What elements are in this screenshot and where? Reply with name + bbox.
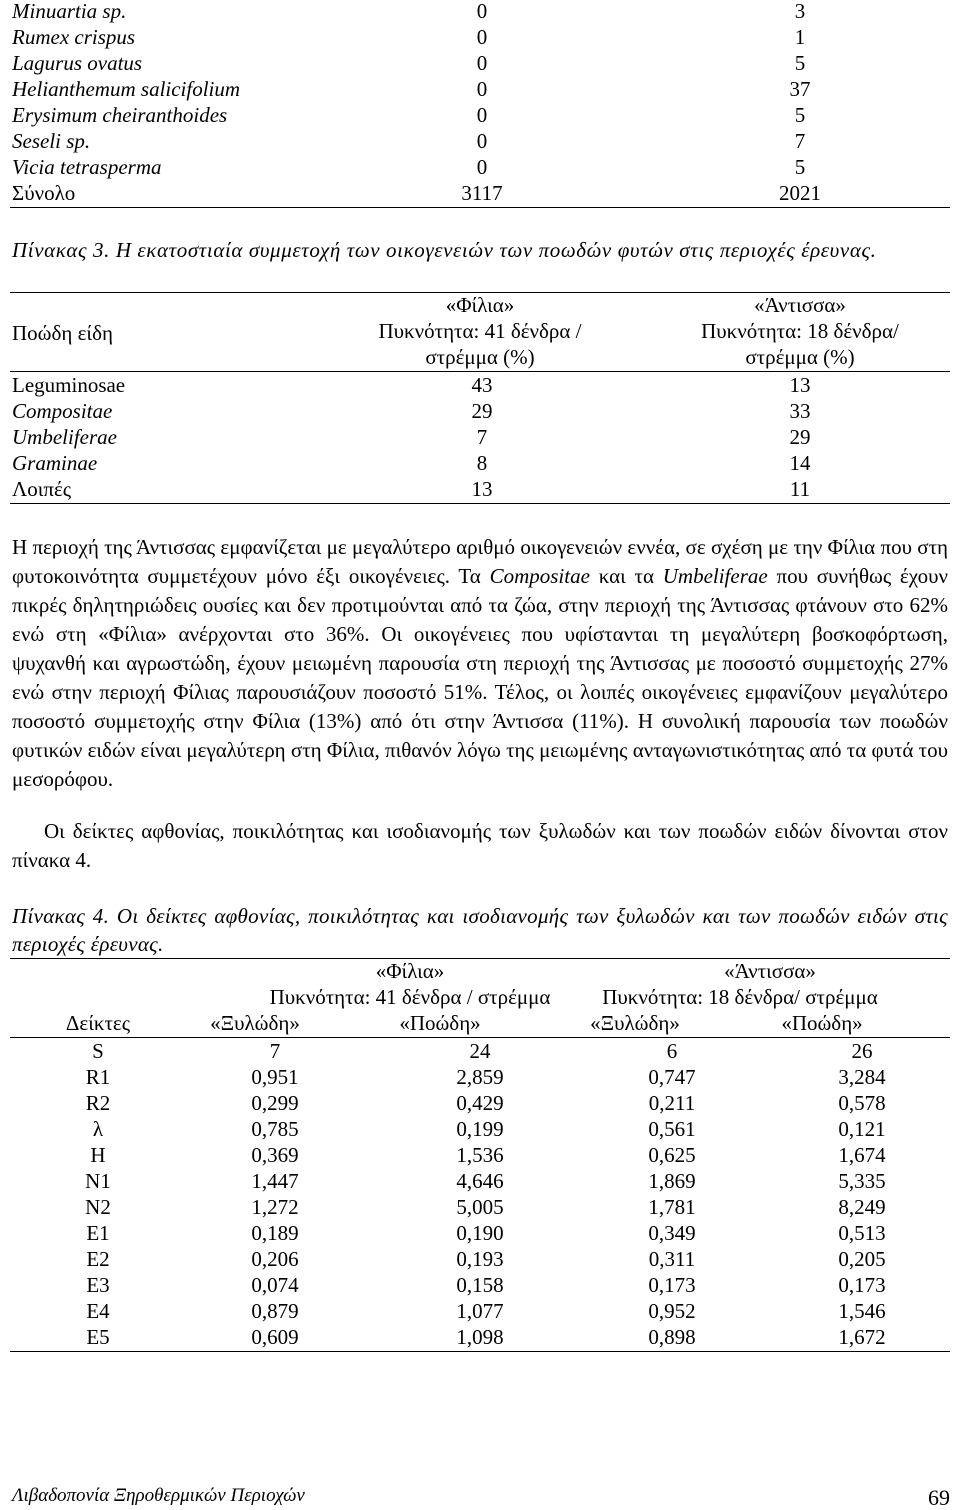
paragraph-text: Η περιοχή της Άντισσας εμφανίζεται με μεγαλύτερο αριθμό οικογενειών εννέα, σε σχέση με την Φίλια που στη φυτοκοινότητα συμμετέχουν μόνο έξι οικογένειες. Τα xyxy=(12,535,948,588)
species-name: Rumex crispus xyxy=(12,25,136,49)
index-name: λ xyxy=(92,1117,104,1141)
value-woody-antissa: 0,747 xyxy=(648,1065,696,1089)
family-name: Umbeliferae xyxy=(12,425,117,449)
table4-caption: Πίνακας 4. Οι δείκτες αφθονίας, ποικιλότητας και ισοδιανομής των ξυλωδών και των ποωδών ειδών στις περιοχές έρευνας. xyxy=(12,904,948,956)
value-herb-antissa: 0,578 xyxy=(838,1091,886,1115)
value-woody-filia: 0,206 xyxy=(251,1247,299,1271)
value-woody-antissa: 1,869 xyxy=(648,1169,696,1193)
table4-subheader-herb-antissa: «Ποώδη» xyxy=(781,1011,863,1035)
paragraph-text: και τα xyxy=(589,564,663,588)
value-herb-antissa: 26 xyxy=(851,1039,873,1063)
table3-header-filia-density: Πυκνότητα: 41 δένδρα / xyxy=(378,319,582,343)
index-name: R1 xyxy=(85,1065,111,1089)
value-woody-filia: 0,951 xyxy=(251,1065,299,1089)
table-row xyxy=(12,0,948,24)
table-row xyxy=(12,372,948,398)
index-name: E4 xyxy=(86,1299,110,1323)
table4-header-antissa-density: Πυκνότητα: 18 δένδρα/ στρέμμα xyxy=(602,985,878,1009)
paragraph-italic-term: Compositae xyxy=(489,564,590,588)
table4-header-index: Δείκτες xyxy=(65,1011,131,1035)
table-row xyxy=(0,1246,960,1272)
value-herb-filia: 1,098 xyxy=(456,1325,504,1349)
table4-subheader-woody-filia: «Ξυλώδη» xyxy=(210,1011,300,1035)
table-row xyxy=(12,24,948,50)
value-woody-antissa: 0,898 xyxy=(648,1325,696,1349)
family-name: Graminae xyxy=(12,451,98,475)
value-filia: 8 xyxy=(476,451,488,475)
value-herb-filia: 5,005 xyxy=(456,1195,504,1219)
table4-header-filia: «Φίλια» xyxy=(375,959,445,983)
value-woody-filia: 0,189 xyxy=(251,1221,299,1245)
table3-bottom-rule xyxy=(10,503,950,504)
table-row xyxy=(12,450,948,476)
value-woody-antissa: 0,311 xyxy=(648,1247,696,1271)
value-herb-filia: 0,429 xyxy=(456,1091,504,1115)
value-antissa: 33 xyxy=(789,399,811,423)
index-name: E1 xyxy=(86,1221,110,1245)
table4-subheader-woody-antissa: «Ξυλώδη» xyxy=(590,1011,680,1035)
value-antissa: 1 xyxy=(794,25,806,49)
value-herb-antissa: 1,674 xyxy=(838,1143,886,1167)
value-woody-filia: 0,785 xyxy=(251,1117,299,1141)
index-name: E5 xyxy=(86,1325,110,1349)
value-woody-antissa: 0,173 xyxy=(648,1273,696,1297)
value-herb-antissa: 1,672 xyxy=(838,1325,886,1349)
value-woody-antissa: 1,781 xyxy=(648,1195,696,1219)
table3-header-filia-unit: στρέμμα (%) xyxy=(425,345,535,369)
index-name: E2 xyxy=(86,1247,110,1271)
value-woody-filia: 0,369 xyxy=(251,1143,299,1167)
value-herb-antissa: 8,249 xyxy=(838,1195,886,1219)
table-row xyxy=(12,154,948,180)
value-antissa: 13 xyxy=(789,373,811,397)
value-antissa: 5 xyxy=(794,103,806,127)
table-row xyxy=(12,398,948,424)
value-filia: 0 xyxy=(476,25,488,49)
table-row xyxy=(12,102,948,128)
value-herb-antissa: 5,335 xyxy=(838,1169,886,1193)
value-herb-antissa: 0,121 xyxy=(838,1117,886,1141)
value-antissa: 5 xyxy=(794,155,806,179)
index-name: N2 xyxy=(85,1195,111,1219)
table3-header-filia: «Φίλια» xyxy=(445,293,515,317)
value-filia: 7 xyxy=(476,425,488,449)
value-woody-antissa: 0,211 xyxy=(648,1091,696,1115)
species-name: Lagurus ovatus xyxy=(12,51,143,75)
table3-header-antissa-density: Πυκνότητα: 18 δένδρα/ xyxy=(701,319,899,343)
value-herb-filia: 1,536 xyxy=(456,1143,504,1167)
value-antissa: 3 xyxy=(794,0,806,23)
table-row xyxy=(0,1038,960,1064)
species-name: Minuartia sp. xyxy=(12,0,127,23)
table-row xyxy=(0,1272,960,1298)
index-name: N1 xyxy=(85,1169,111,1193)
table-row xyxy=(0,1168,960,1194)
value-antissa: 37 xyxy=(789,77,811,101)
table-row xyxy=(12,476,948,502)
index-name: E3 xyxy=(86,1273,110,1297)
value-antissa: 14 xyxy=(789,451,811,475)
table-row xyxy=(0,1064,960,1090)
value-herb-antissa: 1,546 xyxy=(838,1299,886,1323)
table-row xyxy=(12,424,948,450)
table-row xyxy=(0,1298,960,1324)
table4-subheader-herb-filia: «Ποώδη» xyxy=(399,1011,481,1035)
value-herb-filia: 0,158 xyxy=(456,1273,504,1297)
value-antissa: 7 xyxy=(794,129,806,153)
value-antissa: 5 xyxy=(794,51,806,75)
value-filia: 0 xyxy=(476,103,488,127)
value-antissa: 11 xyxy=(789,477,811,501)
species-name: Helianthemum salicifolium xyxy=(12,77,241,101)
table-bottom-rule xyxy=(10,207,950,208)
index-name: R2 xyxy=(85,1091,111,1115)
table-row xyxy=(12,128,948,154)
value-filia: 0 xyxy=(476,155,488,179)
table-row xyxy=(0,1194,960,1220)
body-paragraph-2: Οι δείκτες αφθονίας, ποικιλότητας και ισοδιανομής των ξυλωδών και των ποωδών ειδών δίνονται στον πίνακα 4. xyxy=(12,819,948,872)
value-filia: 13 xyxy=(471,477,493,501)
value-herb-filia: 4,646 xyxy=(456,1169,504,1193)
index-name: H xyxy=(90,1143,106,1167)
value-filia: 0 xyxy=(476,77,488,101)
table4-bottom-rule xyxy=(10,1351,950,1352)
family-name: Compositae xyxy=(12,399,113,423)
total-filia: 3117 xyxy=(461,181,503,205)
table-row xyxy=(12,76,948,102)
value-filia: 0 xyxy=(476,129,488,153)
value-filia: 29 xyxy=(471,399,493,423)
value-herb-filia: 0,193 xyxy=(456,1247,504,1271)
value-filia: 0 xyxy=(476,0,488,23)
table4-header-antissa: «Άντισσα» xyxy=(724,959,816,983)
table4-header-filia-density: Πυκνότητα: 41 δένδρα / στρέμμα xyxy=(269,985,551,1009)
value-herb-antissa: 0,205 xyxy=(838,1247,886,1271)
value-herb-filia: 24 xyxy=(469,1039,491,1063)
value-herb-filia: 1,077 xyxy=(456,1299,504,1323)
value-woody-filia: 0,074 xyxy=(251,1273,299,1297)
value-herb-filia: 0,199 xyxy=(456,1117,504,1141)
value-herb-filia: 2,859 xyxy=(456,1065,504,1089)
paragraph-italic-term: Umbeliferae xyxy=(662,564,768,588)
value-woody-filia: 1,272 xyxy=(251,1195,299,1219)
table3-header-antissa-unit: στρέμμα (%) xyxy=(745,345,855,369)
table-row xyxy=(0,1090,960,1116)
value-woody-filia: 1,447 xyxy=(251,1169,299,1193)
value-woody-antissa: 0,561 xyxy=(648,1117,696,1141)
table3-header-species: Ποώδη είδη xyxy=(12,321,113,345)
species-name: Seseli sp. xyxy=(12,129,91,153)
value-herb-filia: 0,190 xyxy=(456,1221,504,1245)
value-filia: 43 xyxy=(471,373,493,397)
total-label: Σύνολο xyxy=(12,181,76,205)
value-herb-antissa: 0,513 xyxy=(838,1221,886,1245)
paragraph-text: που συνήθως έχουν πικρές δηλητηριώδεις ουσίες και δεν προτιμούνται από τα ζώα, στην περιοχή της Άντισσας φτάνουν στο 62% ενώ στη «Φίλια» ανέρχονται στο 36%. Οι οικογένειες που υφίστανται τη μεγαλύτερη βοσκοφόρτωση, ψυχανθή και αγρωστώδη, έχουν μειωμένη παρουσία στη περιοχή της Άντισσας με ποσοστό συμμετοχής 27% ενώ στην περιοχή Φίλιας παρουσιάζουν ποσοστό 51%. Τέλος, οι λοιπές οικογένειες εμφανίζουν μεγαλύτερο ποσοστό συμμετοχής στην Φίλια (13%) από ότι στην Άντισσα (11%). Η συνολική παρουσία των ποωδών φυτικών ειδών είναι μεγαλύτερη στη Φίλια, πιθανόν λόγω της μειωμένης ανταγωνιστικότητας από τα φυτά του μεσορόφου. xyxy=(12,564,948,791)
value-woody-antissa: 0,625 xyxy=(648,1143,696,1167)
table-row xyxy=(0,1324,960,1350)
value-woody-filia: 0,299 xyxy=(251,1091,299,1115)
value-filia: 0 xyxy=(476,51,488,75)
value-woody-filia: 0,879 xyxy=(251,1299,299,1323)
table-row xyxy=(0,1220,960,1246)
table3-caption: Πίνακας 3. Η εκατοστιαία συμμετοχή των οικογενειών των ποωδών φυτών στις περιοχές έρευνας. xyxy=(12,238,877,262)
value-woody-antissa: 0,952 xyxy=(648,1299,696,1323)
value-herb-antissa: 0,173 xyxy=(838,1273,886,1297)
species-name: Erysimum cheiranthoides xyxy=(12,103,228,127)
family-name: Λοιπές xyxy=(12,477,72,501)
value-woody-antissa: 6 xyxy=(666,1039,678,1063)
table-total-row xyxy=(12,180,948,206)
value-herb-antissa: 3,284 xyxy=(838,1065,886,1089)
value-woody-filia: 7 xyxy=(269,1039,281,1063)
value-antissa: 29 xyxy=(789,425,811,449)
table-row xyxy=(0,1116,960,1142)
body-paragraph-1 xyxy=(12,533,948,794)
species-name: Vicia tetrasperma xyxy=(12,155,162,179)
table-row xyxy=(0,1142,960,1168)
value-woody-antissa: 0,349 xyxy=(648,1221,696,1245)
footer-running-title: Λιβαδοπονία Ξηροθερμικών Περιοχών xyxy=(12,1485,305,1506)
value-woody-filia: 0,609 xyxy=(251,1325,299,1349)
index-name: S xyxy=(92,1039,104,1063)
table-row xyxy=(12,50,948,76)
family-name: Leguminosae xyxy=(12,373,126,397)
table3-header-antissa: «Άντισσα» xyxy=(754,293,846,317)
page-number: 69 xyxy=(928,1485,950,1510)
total-antissa: 2021 xyxy=(779,181,821,205)
